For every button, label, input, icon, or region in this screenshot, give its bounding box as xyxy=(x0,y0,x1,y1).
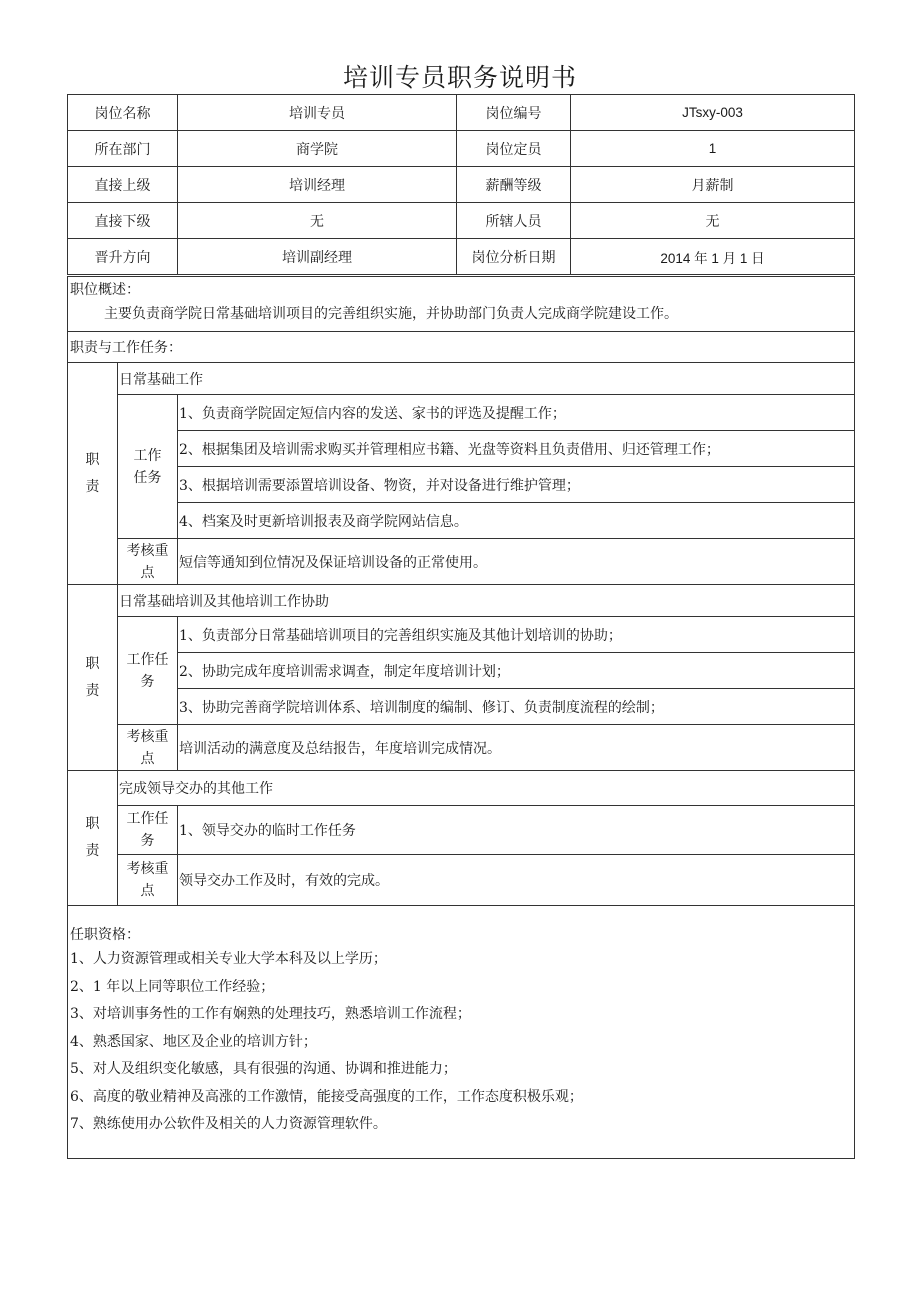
evaluation-text: 短信等通知到位情况及保证培训设备的正常使用。 xyxy=(178,539,855,585)
evaluation-label: 考核重 点 xyxy=(118,539,178,585)
info-value: 无 xyxy=(178,203,457,239)
task-item: 4、档案及时更新培训报表及商学院网站信息。 xyxy=(178,503,855,539)
info-row xyxy=(68,239,855,275)
info-label: 岗位定员 xyxy=(457,131,571,167)
duty-section-title: 完成领导交办的其他工作 xyxy=(118,771,855,806)
task-item: 3、协助完善商学院培训体系、培训制度的编制、修订、负责制度流程的绘制； xyxy=(178,689,855,725)
task-item: 1、负责部分日常基础培训项目的完善组织实施及其他计划培训的协助； xyxy=(178,617,855,653)
info-label: 直接下级 xyxy=(68,203,178,239)
info-value: 培训专员 xyxy=(178,95,457,131)
info-value: 月薪制 xyxy=(571,167,855,203)
info-row xyxy=(68,131,855,167)
info-row xyxy=(68,167,855,203)
info-value: JTsxy-003 xyxy=(571,95,855,131)
info-label: 岗位编号 xyxy=(457,95,571,131)
info-label: 直接上级 xyxy=(68,167,178,203)
overview-heading: 职位概述： xyxy=(68,277,855,300)
info-value: 培训经理 xyxy=(178,167,457,203)
document-title: 培训专员职务说明书 xyxy=(342,63,577,92)
info-row xyxy=(68,95,855,131)
tasks-label: 工作 任务 xyxy=(118,395,178,539)
qualification-item: 1、人力资源管理或相关专业大学本科及以上学历； xyxy=(70,951,387,967)
task-item: 2、根据集团及培训需求购买并管理相应书籍、光盘等资料且负责借用、归还管理工作； xyxy=(178,431,855,467)
info-value: 2014 年 1 月 1 日 xyxy=(571,239,855,275)
qualifications-section xyxy=(68,906,855,1159)
tasks-label: 工作任 务 xyxy=(118,806,178,855)
evaluation-label: 考核重 点 xyxy=(118,855,178,906)
tasks-label: 工作任 务 xyxy=(118,617,178,725)
info-value: 商学院 xyxy=(178,131,457,167)
qualifications-heading: 任职资格： xyxy=(70,927,140,943)
duties-heading: 职责与工作任务： xyxy=(68,332,855,363)
info-label: 所在部门 xyxy=(68,131,178,167)
qualification-item: 7、熟练使用办公软件及相关的人力资源管理软件。 xyxy=(70,1116,387,1132)
duty-label: 职 责 xyxy=(68,771,118,906)
evaluation-label: 考核重 点 xyxy=(118,725,178,771)
info-label: 所辖人员 xyxy=(457,203,571,239)
overview-text: 主要负责商学院日常基础培训项目的完善组织实施，并协助部门负责人完成商学院建设工作。 xyxy=(68,299,855,332)
task-item: 3、根据培训需要添置培训设备、物资，并对设备进行维护管理； xyxy=(178,467,855,503)
qualification-item: 5、对人及组织变化敏感，具有很强的沟通、协调和推进能力； xyxy=(70,1061,457,1077)
evaluation-text: 领导交办工作及时，有效的完成。 xyxy=(178,855,855,906)
position-info-table xyxy=(67,94,855,275)
duty-label: 职 责 xyxy=(68,585,118,771)
qualification-item: 3、对培训事务性的工作有娴熟的处理技巧，熟悉培训工作流程； xyxy=(70,1006,471,1022)
info-value: 无 xyxy=(571,203,855,239)
qualification-item: 6、高度的敬业精神及高涨的工作激情，能接受高强度的工作，工作态度积极乐观； xyxy=(70,1088,583,1105)
evaluation-text: 培训活动的满意度及总结报告，年度培训完成情况。 xyxy=(178,725,855,771)
duty-section-title: 日常基础工作 xyxy=(118,363,855,395)
task-item: 2、协助完成年度培训需求调查，制定年度培训计划； xyxy=(178,653,855,689)
duty-section-title: 日常基础培训及其他培训工作协助 xyxy=(118,585,855,617)
qualification-item: 2、1 年以上同等职位工作经验； xyxy=(70,978,275,995)
info-value: 培训副经理 xyxy=(178,239,457,275)
qualification-item: 4、熟悉国家、地区及企业的培训方针； xyxy=(70,1033,317,1050)
duty-label: 职 责 xyxy=(68,363,118,585)
task-item: 1、负责商学院固定短信内容的发送、家书的评选及提醒工作； xyxy=(178,395,855,431)
info-label: 岗位名称 xyxy=(68,95,178,131)
info-row xyxy=(68,203,855,239)
info-label: 薪酬等级 xyxy=(457,167,571,203)
info-label: 岗位分析日期 xyxy=(457,239,571,275)
info-value: 1 xyxy=(571,131,855,167)
task-item: 1、领导交办的临时工作任务 xyxy=(178,806,855,855)
info-label: 晋升方向 xyxy=(68,239,178,275)
duties-table xyxy=(67,276,855,1159)
